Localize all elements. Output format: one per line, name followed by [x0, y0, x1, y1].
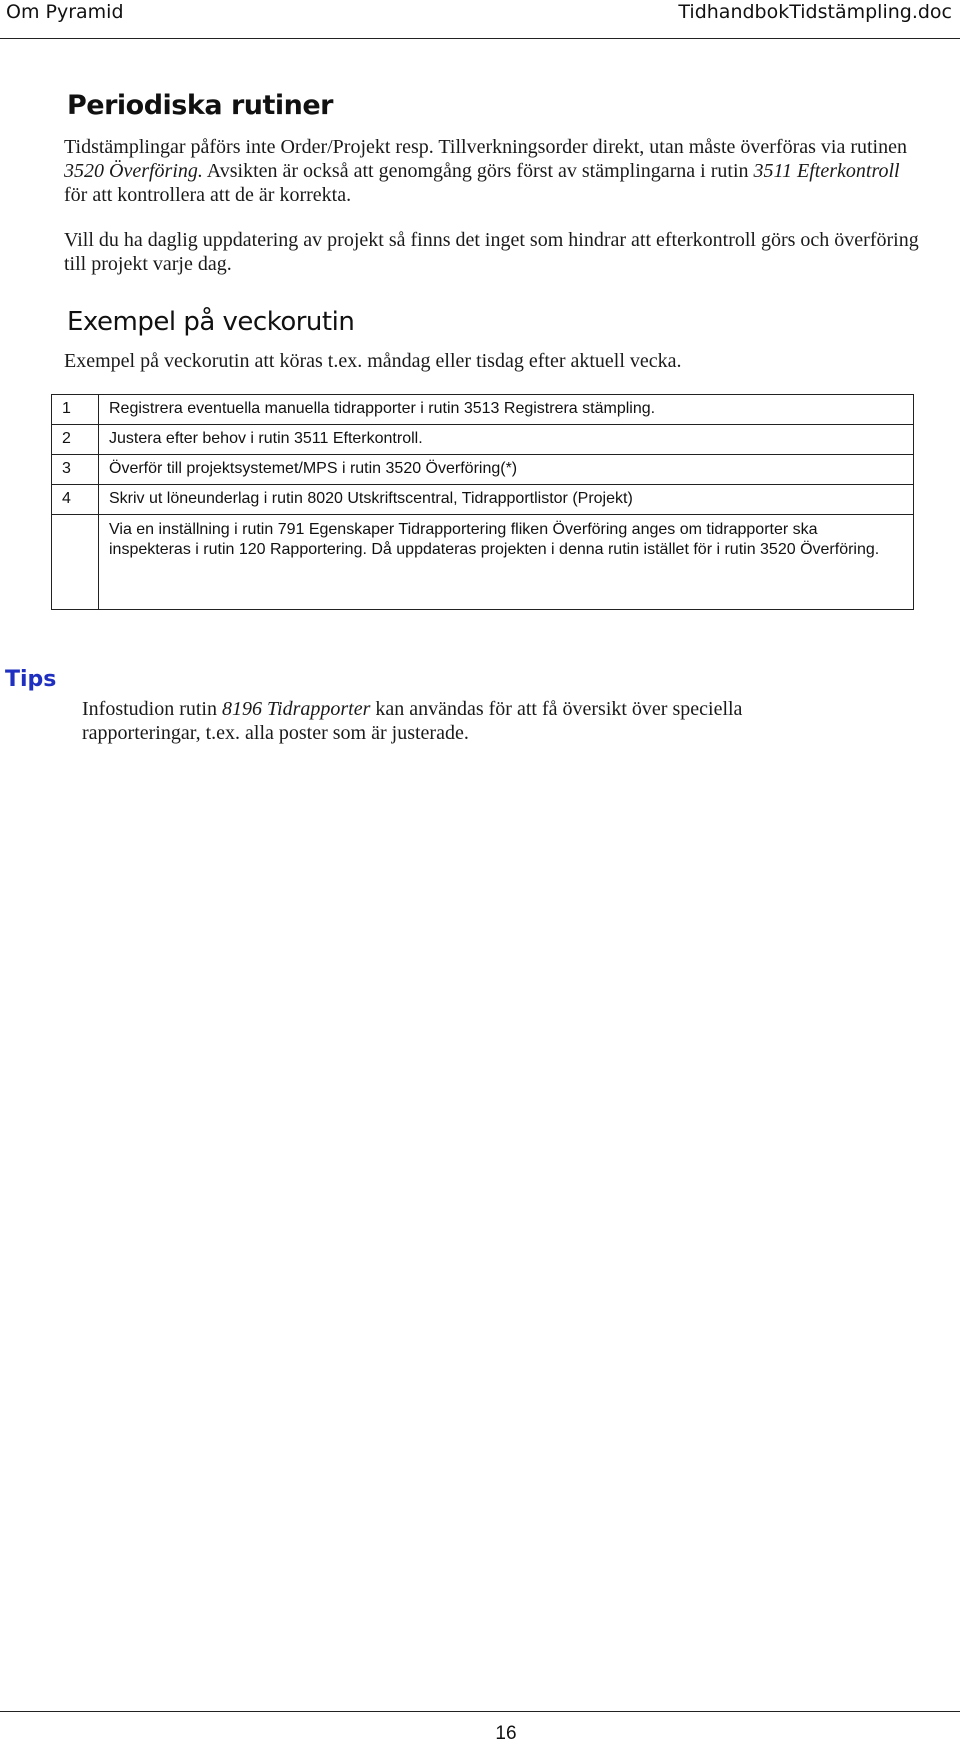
weekly-routine-table — [51, 394, 914, 610]
routine-reference-3520: 3520 Överföring. — [64, 160, 203, 182]
footer-divider — [0, 1711, 960, 1712]
step-text: Skriv ut löneunderlag i rutin 8020 Utskriftscentral, Tidrapportlistor (Projekt) — [99, 485, 914, 515]
step-number: 2 — [52, 425, 99, 455]
section-heading: Periodiska rutiner — [67, 90, 333, 121]
table-row — [52, 485, 914, 515]
tips-paragraph — [82, 697, 842, 745]
page-number: 16 — [495, 1723, 517, 1744]
header-document-name: TidhandbokTidstämpling.doc — [678, 1, 952, 23]
tips-text-a: Infostudion rutin — [82, 698, 222, 720]
table-row — [52, 455, 914, 485]
subsection-intro: Exempel på veckorutin att köras t.ex. måndag eller tisdag efter aktuell vecka. — [64, 350, 682, 372]
intro-text-c: Avsikten är också att genomgång görs först av stämplingarna i rutin — [202, 160, 754, 182]
intro-paragraph — [64, 135, 924, 207]
page-header — [0, 0, 960, 39]
empty-cell — [52, 515, 99, 610]
header-section-name: Om Pyramid — [6, 1, 124, 23]
tips-label: Tips — [5, 667, 57, 692]
subsection-heading: Exempel på veckorutin — [67, 307, 355, 337]
step-number: 1 — [52, 395, 99, 425]
routine-reference-8196: 8196 Tidrapporter — [222, 698, 371, 720]
table-row — [52, 425, 914, 455]
table-row-note — [52, 515, 914, 610]
daily-update-paragraph: Vill du ha daglig uppdatering av projekt så finns det inget som hindrar att efterkontroll görs och överföring till projekt varje dag. — [64, 229, 919, 275]
tips-text-c: kan användas för att få översikt över speciella rapporteringar, t.ex. alla poster som är justerade. — [82, 698, 743, 744]
intro-text-e: för att kontrollera att de är korrekta. — [64, 184, 352, 206]
step-number: 4 — [52, 485, 99, 515]
table-row — [52, 395, 914, 425]
step-text: Registrera eventuella manuella tidrapporter i rutin 3513 Registrera stämpling. — [99, 395, 914, 425]
routine-reference-3511: 3511 Efterkontroll — [753, 160, 900, 182]
step-note-text: Via en inställning i rutin 791 Egenskaper Tidrapportering fliken Överföring anges om tidrapporter ska inspekteras i rutin 120 Rapportering. Då uppdateras projekten i denna rutin istället för i rutin 3520 Överföring. — [99, 515, 914, 610]
intro-text-a: Tidstämplingar påförs inte Order/Projekt resp. Tillverkningsorder direkt, utan måste överföras via rutinen — [64, 136, 907, 158]
step-text: Överför till projektsystemet/MPS i rutin 3520 Överföring(*) — [99, 455, 914, 485]
step-number: 3 — [52, 455, 99, 485]
step-text: Justera efter behov i rutin 3511 Efterkontroll. — [99, 425, 914, 455]
